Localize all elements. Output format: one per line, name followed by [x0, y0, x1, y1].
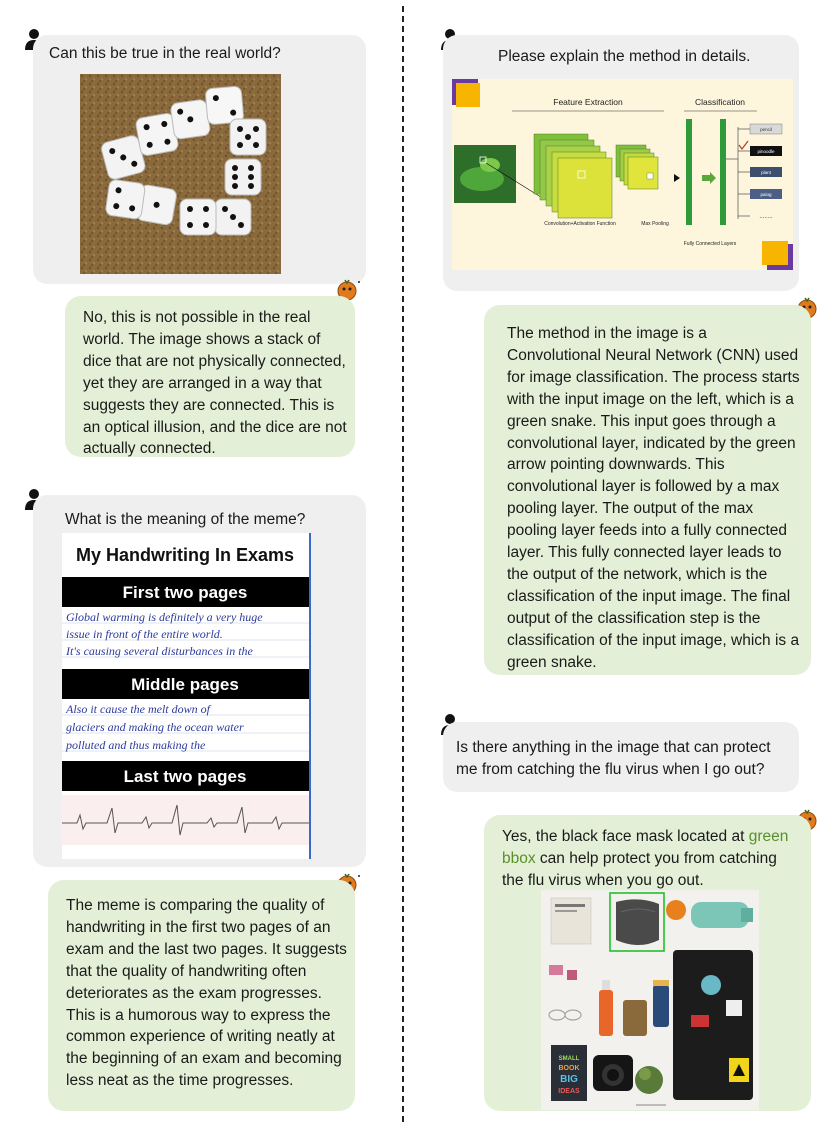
- meme-handwriting-line: issue in front of the entire world.: [66, 627, 223, 641]
- output-class-label: ........: [759, 214, 773, 220]
- column-divider: [402, 6, 404, 1122]
- output-class-label: pinoodle: [757, 149, 775, 154]
- cnn-diagram-image: [452, 79, 793, 270]
- question-text-2: What is the meaning of the meme?: [65, 511, 306, 528]
- output-class-label: plant: [761, 170, 771, 175]
- classification-label: Classification: [694, 97, 746, 107]
- max-pooling-label: Max Pooling: [641, 221, 669, 227]
- meme-title: My Handwriting In Exams: [75, 545, 295, 565]
- book-cover-text: SMALL: [558, 1056, 580, 1062]
- meme-handwriting-line: Also it cause the melt down of: [66, 702, 210, 716]
- conv-activation-label: Convolution+Activation Function: [544, 221, 616, 227]
- output-class-label: pencil: [760, 127, 772, 132]
- answer-text-2: The meme is comparing the quality of handwriting in the first two pages of an exam and the last two pages. It suggests that the quality of handwriting often deteriorates as the exam progresses. This is a humorous way to express the common experience of writing neatly at the beginning of an exam and becoming less neat as the time progresses.: [66, 897, 347, 1090]
- handwriting-meme-image: [62, 533, 311, 859]
- question-text-3: Please explain the method in details.: [498, 48, 751, 65]
- meme-handwriting-line: It's causing several disturbances in the: [66, 644, 253, 658]
- meme-section-first: First two pages: [122, 583, 248, 602]
- output-class-label: paiog: [760, 192, 772, 197]
- meme-section-last: Last two pages: [123, 767, 247, 786]
- answer-text-1: No, this is not possible in the real world. The image shows a stack of dice that are not physically connected, yet they are arranged in a way that suggests they are connected. This is an optical illusion, and the dice are not actually connected.: [83, 309, 347, 458]
- fc-layers-label: Fully Connected Layers: [683, 241, 737, 247]
- meme-section-middle: Middle pages: [131, 675, 239, 694]
- meme-handwriting-line: glaciers and making the ocean water: [66, 720, 244, 734]
- green-bbox-highlight: green bbox: [502, 828, 789, 867]
- answer-text-4: [502, 826, 797, 892]
- ecg-trace: [62, 795, 309, 845]
- objects-photo-image: [541, 890, 759, 1110]
- meme-handwriting-line: Global warming is definitely a very huge: [66, 610, 263, 624]
- book-cover-text: BIG: [560, 1074, 578, 1085]
- feature-extraction-label: Feature Extraction: [553, 97, 623, 107]
- book-cover-text: IDEAS: [558, 1088, 580, 1095]
- answer-text-4-prefix: Yes, the black face mask located at: [502, 828, 749, 845]
- answer-text-4-suffix: can help protect you from catching the flu virus when you go out.: [502, 849, 777, 889]
- dice-illusion-image: [80, 74, 281, 274]
- question-text-1: Can this be true in the real world?: [49, 45, 281, 62]
- answer-text-3: The method in the image is a Convolutional Neural Network (CNN) used for image classification. The process starts with the input image on the left, which is a green snake. This input goes through a convolutional layer, indicated by the green arrow pointing downwards. This convolutional layer is followed by a max pooling layer. The output of the max pooling layer feeds into a fully connected layer. This fully connected layer leads to the output of the network, which is the classification of the input image. The final output of the classification step is the classification of the input image, which is a green snake.: [507, 325, 800, 671]
- book-cover-text: BOOK: [558, 1065, 580, 1072]
- meme-handwriting-line: polluted and thus making the: [66, 738, 206, 752]
- question-text-4: Is there anything in the image that can protect me from catching the flu virus when I go out?: [456, 739, 771, 778]
